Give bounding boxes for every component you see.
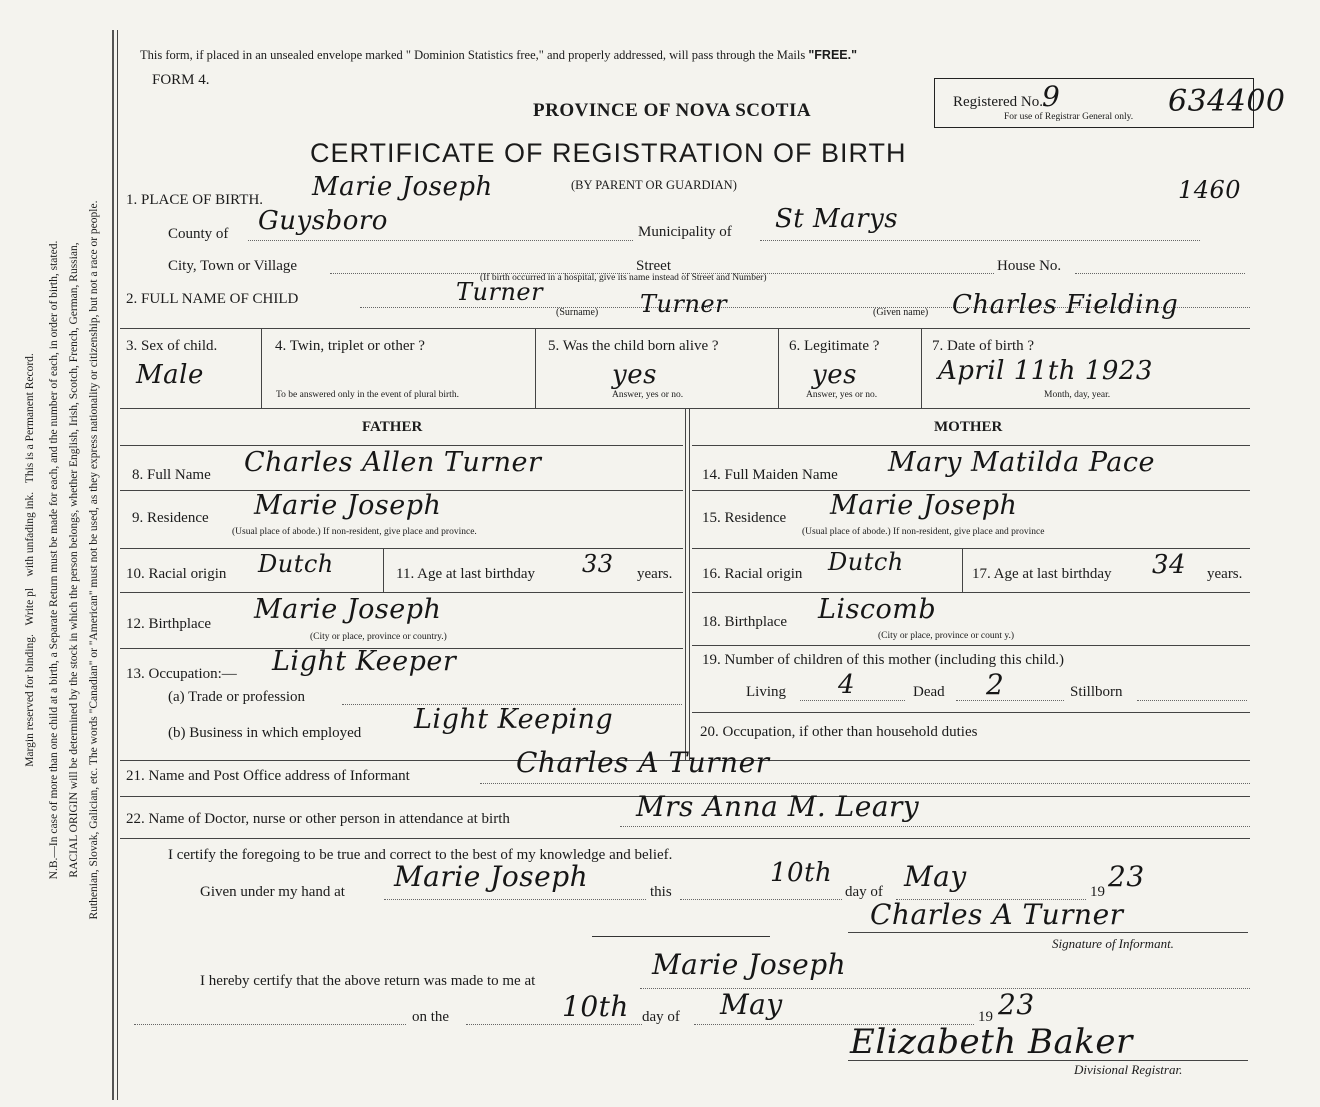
stillborn-label: Stillborn	[1070, 684, 1123, 700]
certify-year-prefix: 19	[1090, 884, 1105, 900]
dob-label: 7. Date of birth ?	[932, 338, 1035, 354]
form-number: FORM 4.	[152, 72, 210, 88]
father-birthplace-label: 12. Birthplace	[126, 616, 211, 632]
margin-rule-inner	[117, 30, 118, 1100]
legitimate-label: 6. Legitimate ?	[789, 338, 880, 354]
certificate-subtitle: (BY PARENT OR GUARDIAN)	[571, 178, 737, 192]
legitimate-note: Answer, yes or no.	[806, 390, 878, 400]
registrar-signature-label: Divisional Registrar.	[1074, 1062, 1183, 1077]
surname-caption: (Surname)	[556, 307, 599, 318]
twin-label: 4. Twin, triplet or other ?	[275, 338, 425, 354]
certify-year-value: 23	[1108, 860, 1145, 893]
informant-signature: Charles A Turner	[870, 898, 1124, 931]
father-birthplace-note: (City or place, province or country.)	[310, 632, 447, 642]
margin-note-multiple-births: N.B.—In case of more than one child at a birth, a Separate Return must be made for each, and the number of each, in order of birth, stated.	[48, 240, 60, 880]
father-residence-value: Marie Joseph	[254, 490, 442, 521]
province-heading: PROVINCE OF NOVA SCOTIA	[533, 100, 812, 121]
municipality-value: St Marys	[775, 204, 899, 234]
dead-label: Dead	[913, 684, 945, 700]
children-count-label: 19. Number of children of this mother (including this child.)	[702, 652, 1065, 668]
mother-birthplace-label: 18. Birthplace	[702, 614, 787, 630]
dead-value: 2	[986, 668, 1005, 701]
city-label: City, Town or Village	[168, 258, 298, 274]
certify-statement: I certify the foregoing to be true and correct to the best of my knowledge and belief.	[168, 847, 673, 863]
mother-name-label: 14. Full Maiden Name	[702, 467, 838, 483]
father-birthplace-value: Marie Joseph	[254, 594, 442, 625]
father-race-value: Dutch	[258, 550, 334, 578]
hospital-note: (If birth occurred in a hospital, give its name instead of Street and Number)	[480, 273, 767, 283]
father-occupation-label: 13. Occupation:—	[126, 666, 237, 682]
dob-note: Month, day, year.	[1044, 390, 1111, 400]
house-no-label: House No.	[997, 258, 1062, 274]
certify-month-value: May	[904, 860, 967, 893]
twin-note: To be answered only in the event of plural birth.	[276, 390, 459, 400]
legitimate-value: yes	[812, 360, 857, 390]
father-name-label: 8. Full Name	[132, 467, 211, 483]
mother-residence-note: (Usual place of abode.) If non-resident, give place and province	[802, 527, 1045, 537]
registered-no-value: 9	[1042, 80, 1061, 113]
corner-number: 1460	[1178, 176, 1242, 204]
mother-residence-label: 15. Residence	[702, 510, 787, 526]
mother-age-unit: years.	[1207, 566, 1243, 582]
place-of-birth-label: 1. PLACE OF BIRTH.	[126, 192, 264, 208]
margin-note-racial-origin: RACIAL ORIGIN will be determined by the stock in which the person belongs, whether English, Irish, Scotch, French, German, Russian,	[68, 242, 80, 878]
street-label: Street	[636, 258, 671, 274]
county-label: County of	[168, 226, 229, 242]
mother-residence-value: Marie Joseph	[830, 490, 1018, 521]
child-given-name-value: Charles Fielding	[952, 290, 1179, 320]
given-place-value: Marie Joseph	[394, 860, 589, 893]
father-age-unit: years.	[637, 566, 673, 582]
mother-age-label: 17. Age at last birthday	[972, 566, 1112, 582]
father-residence-label: 9. Residence	[132, 510, 209, 526]
registrar-place-value: Marie Joseph	[652, 948, 847, 981]
municipality-label: Municipality of	[638, 224, 732, 240]
child-name-top: Turner	[456, 278, 544, 306]
father-name-value: Charles Allen Turner	[244, 447, 542, 478]
registrar-year-prefix: 19	[978, 1009, 993, 1025]
mother-race-value: Dutch	[828, 548, 904, 576]
registered-no-label: Registered No.	[953, 94, 1043, 110]
mother-age-value: 34	[1152, 550, 1187, 580]
registrar-statement: I hereby certify that the above return was made to me at	[200, 973, 536, 989]
registrar-month-value: May	[720, 988, 783, 1021]
father-occupation-value: Light Keeper	[272, 646, 457, 677]
mother-name-value: Mary Matilda Pace	[888, 447, 1155, 478]
certify-day-of-label: day of	[845, 884, 883, 900]
mother-birthplace-value: Liscomb	[818, 594, 937, 625]
registrar-signature: Elizabeth Baker	[850, 1022, 1133, 1062]
living-value: 4	[838, 670, 856, 700]
sex-label: 3. Sex of child.	[126, 338, 218, 354]
father-residence-note: (Usual place of abode.) If non-resident, give place and province.	[232, 527, 477, 537]
given-under-hand-label: Given under my hand at	[200, 884, 345, 900]
doctor-label: 22. Name of Doctor, nurse or other person in attendance at birth	[126, 811, 510, 827]
this-label: this	[650, 884, 672, 900]
father-age-label: 11. Age at last birthday	[396, 566, 535, 582]
registrar-year-value: 23	[998, 988, 1035, 1021]
child-name-label: 2. FULL NAME OF CHILD	[126, 291, 299, 307]
stamp-number: 634400	[1168, 84, 1286, 119]
binding-margin	[8, 20, 108, 1100]
registrar-day-of-label: day of	[642, 1009, 680, 1025]
business-label: (b) Business in which employed	[168, 725, 362, 741]
margin-rule	[112, 30, 114, 1100]
registrar-on-the-label: on the	[412, 1009, 450, 1025]
mother-occupation-label: 20. Occupation, if other than household duties	[700, 724, 978, 740]
father-age-value: 33	[582, 550, 614, 578]
living-label: Living	[746, 684, 786, 700]
doctor-value: Mrs Anna M. Leary	[636, 790, 920, 823]
margin-note-nationality: Ruthenian, Slovak, Galician, etc. The words "Canadian" or "American" must not be used, as they express nationality or citizenship, but not a race or people.	[88, 200, 100, 920]
sex-value: Male	[136, 360, 204, 390]
child-surname-value: Turner	[640, 290, 728, 318]
father-race-label: 10. Racial origin	[126, 566, 227, 582]
informant-signature-label: Signature of Informant.	[1052, 936, 1174, 951]
informant-label: 21. Name and Post Office address of Informant	[126, 768, 410, 784]
certify-day-value: 10th	[770, 858, 833, 888]
certificate-title: CERTIFICATE OF REGISTRATION OF BIRTH	[310, 138, 907, 168]
mother-birthplace-note: (City or place, province or count y.)	[878, 631, 1015, 641]
business-value: Light Keeping	[414, 704, 614, 735]
alive-value: yes	[612, 360, 657, 390]
place-of-birth-value: Marie Joseph	[312, 172, 493, 202]
trade-label: (a) Trade or profession	[168, 689, 306, 705]
margin-note-binding: Margin reserved for binding. Write pl with unfading ink. This is a Permanent Record.	[24, 353, 36, 767]
dob-value: April 11th 1923	[938, 356, 1153, 386]
alive-label: 5. Was the child born alive ?	[548, 338, 719, 354]
father-heading: FATHER	[362, 419, 423, 435]
mother-race-label: 16. Racial origin	[702, 566, 803, 582]
informant-value: Charles A Turner	[516, 746, 770, 779]
given-name-caption: (Given name)	[873, 307, 929, 318]
registrar-use-note: For use of Registrar General only.	[1004, 112, 1134, 122]
mother-heading: MOTHER	[934, 419, 1003, 435]
registrar-day-value: 10th	[562, 990, 629, 1023]
mail-notice: This form, if placed in an unsealed envelope marked " Dominion Statistics free," and properly addressed, will pass through the Mails "FREE."	[140, 48, 858, 62]
county-value: Guysboro	[258, 206, 388, 236]
alive-note: Answer, yes or no.	[612, 390, 684, 400]
